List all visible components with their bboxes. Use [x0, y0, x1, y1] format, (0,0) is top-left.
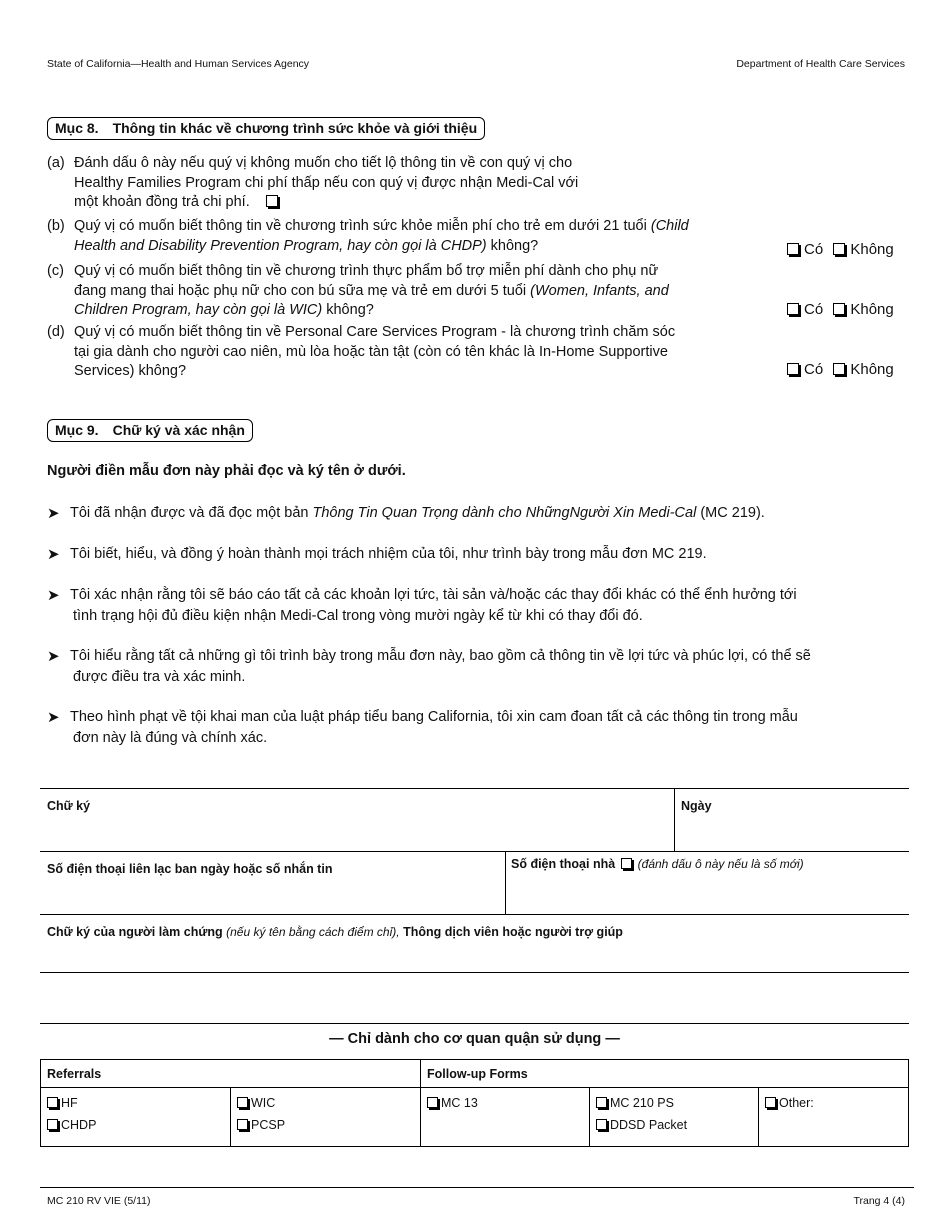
statement-5-line1: Theo hình phạt về tội khai man của luật pháp tiểu bang California, tôi xin cam đoan tất cả các thông tin trong mẫu	[70, 709, 798, 725]
referrals-header: Referrals	[47, 1067, 102, 1081]
question-d-line1: Quý vị có muốn biết thông tin về Personal Care Services Program - là chương trình chăm sóc	[74, 324, 676, 340]
section-9-title	[47, 419, 253, 442]
question-c-no[interactable]	[833, 301, 893, 318]
arrow-icon: ➤	[47, 505, 60, 522]
divider	[589, 1087, 590, 1147]
question-a-line2: Healthy Families Program chi phí thấp nếu con quý vị được nhận Medi-Cal với	[74, 174, 579, 191]
witness-label-rest: Thông dịch viên hoặc người trợ giúp	[403, 925, 623, 939]
yes-label: Có	[804, 301, 824, 318]
arrow-icon: ➤	[47, 587, 60, 604]
question-d	[47, 323, 737, 382]
date-field[interactable]	[675, 788, 909, 851]
home-phone-text: Số điện thoại nhà	[511, 857, 616, 871]
checkbox-icon[interactable]	[427, 1097, 438, 1108]
statement-3-line1: Tôi xác nhận rằng tôi sẽ báo cáo tất cả các khoản lợi tức, tài sản và/hoặc các thay đổi khác có thể ểnh hưởng tới	[70, 587, 797, 603]
divider	[758, 1087, 759, 1147]
arrow-icon: ➤	[47, 709, 60, 726]
signature-instruction: Người điền mẫu đơn này phải đọc và ký tên ở dưới.	[47, 463, 406, 479]
question-d-yes[interactable]	[787, 361, 823, 378]
question-c-yes[interactable]	[787, 301, 823, 318]
home-phone-field[interactable]	[506, 875, 909, 914]
statement-4-line2: được điều tra và xác minh.	[73, 669, 246, 685]
checkbox-icon[interactable]	[47, 1097, 58, 1108]
statement-1-end: (MC 219).	[696, 505, 765, 521]
agency-header: State of California—Health and Human Services Agency	[47, 58, 310, 70]
referral-hf[interactable]	[47, 1096, 78, 1110]
checkbox-icon[interactable]	[787, 243, 799, 255]
new-number-checkbox[interactable]	[621, 858, 632, 869]
statement-4	[47, 646, 917, 688]
checkbox-icon[interactable]	[787, 363, 799, 375]
question-c-program-name-cont: Children Program, hay còn gọi là WIC)	[74, 302, 323, 318]
question-b-text: Quý vị có muốn biết thông tin về chương trình sức khỏe miễn phí cho trẻ em dưới 21 tuổi	[74, 218, 651, 234]
day-phone-label: Số điện thoại liên lạc ban ngày hoặc số nhắn tin	[47, 862, 333, 876]
question-a-line3: một khoản đồng trả chi phí.	[74, 194, 250, 210]
question-a-checkbox[interactable]	[266, 195, 278, 207]
arrow-icon: ➤	[47, 546, 60, 563]
witness-label-note: (nếu ký tên bằng cách điểm chỉ),	[226, 925, 400, 939]
referral-chdp-label: CHDP	[61, 1118, 97, 1132]
form-number: MC 210 RV VIE (5/11)	[47, 1195, 151, 1207]
question-d-line3: Services) không?	[74, 363, 187, 379]
question-c-program-name: (Women, Infants, and	[530, 282, 669, 299]
divider	[40, 914, 909, 915]
statement-1-title: Thông Tin Quan Trọng dành cho NhữngNgười Xin Medi-Cal	[312, 505, 697, 521]
question-b-program-name-cont: Health and Disability Prevention Program, hay còn gọi là CHDP)	[74, 237, 487, 254]
department-header: Department of Health Care Services	[736, 58, 905, 70]
checkbox-icon[interactable]	[787, 303, 799, 315]
referral-chdp[interactable]	[47, 1118, 96, 1132]
question-d-answers	[787, 361, 894, 378]
checkbox-icon[interactable]	[765, 1097, 776, 1108]
yes-label: Có	[804, 241, 824, 258]
home-phone-note: (đánh dấu ô này nếu là số mới)	[637, 857, 804, 871]
question-c	[47, 262, 737, 321]
section-8-number: Mục 8.	[55, 120, 99, 136]
question-a	[47, 154, 737, 213]
divider	[40, 1087, 909, 1088]
section-8-heading: Thông tin khác về chương trình sức khỏe và giới thiệu	[112, 120, 478, 136]
no-label: Không	[850, 241, 894, 258]
home-phone-label	[511, 857, 804, 871]
followup-ddsd-label: DDSD Packet	[610, 1118, 688, 1132]
signature-field-label: Chữ ký	[47, 799, 91, 813]
followup-mc210ps-label: MC 210 PS	[610, 1096, 674, 1110]
referral-pcsp[interactable]	[237, 1118, 285, 1132]
referral-hf-label: HF	[61, 1096, 78, 1110]
yes-label: Có	[804, 361, 824, 378]
question-a-letter: (a)	[47, 155, 65, 171]
date-field-label: Ngày	[681, 799, 712, 813]
statement-5	[47, 707, 917, 749]
statement-3-line2: tình trạng hội đủ điều kiện nhận Medi-Cal trong vòng mười ngày kể từ khi có thay đổi đó.	[73, 608, 643, 624]
followup-other[interactable]	[765, 1096, 814, 1110]
divider	[230, 1087, 231, 1147]
agency-use-title: — Chỉ dành cho cơ quan quận sử dụng —	[329, 1031, 620, 1047]
followup-mc210ps[interactable]	[596, 1096, 674, 1110]
divider	[40, 972, 909, 973]
question-c-line1: Quý vị có muốn biết thông tin về chương trình thực phẩm bổ trợ miễn phí dành cho phụ nữ	[74, 263, 659, 279]
divider	[40, 1059, 41, 1147]
referral-wic[interactable]	[237, 1096, 275, 1110]
question-b-answers	[787, 241, 894, 258]
checkbox-icon[interactable]	[237, 1097, 248, 1108]
question-b-letter: (b)	[47, 218, 65, 234]
checkbox-icon[interactable]	[47, 1119, 58, 1130]
question-c-answers	[787, 301, 894, 318]
question-c-letter: (c)	[47, 263, 64, 279]
divider	[40, 1059, 909, 1060]
checkbox-icon[interactable]	[237, 1119, 248, 1130]
section-9-number: Mục 9.	[55, 422, 99, 438]
referral-pcsp-label: PCSP	[251, 1118, 286, 1132]
question-c-end: không?	[322, 302, 374, 318]
question-c-line2: đang mang thai hoặc phụ nữ cho con bú sữa mẹ và trẻ em dưới 5 tuổi	[74, 282, 531, 299]
divider	[420, 1059, 421, 1147]
no-label: Không	[850, 301, 894, 318]
section-8-title	[47, 117, 485, 140]
question-a-line1: Đánh dấu ô này nếu quý vị không muốn cho tiết lộ thông tin về con quý vị cho	[74, 155, 573, 171]
followup-header: Follow-up Forms	[427, 1067, 528, 1081]
day-phone-field[interactable]	[40, 851, 505, 914]
followup-ddsd[interactable]	[596, 1118, 687, 1132]
divider	[908, 1059, 909, 1147]
statement-1-text: Tôi đã nhận được và đã đọc một bản	[70, 505, 313, 521]
followup-mc13-label: MC 13	[441, 1096, 478, 1110]
question-b-yes[interactable]	[787, 241, 823, 258]
statement-5-line2: đơn này là đúng và chính xác.	[73, 730, 268, 746]
statement-2	[47, 544, 917, 565]
question-b	[47, 217, 737, 256]
checkbox-icon[interactable]	[596, 1097, 607, 1108]
statement-3	[47, 585, 917, 627]
checkbox-icon[interactable]	[833, 303, 845, 315]
arrow-icon: ➤	[47, 648, 60, 665]
section-9-heading: Chữ ký và xác nhận	[112, 422, 245, 438]
statement-1	[47, 503, 917, 524]
checkbox-icon[interactable]	[833, 243, 845, 255]
referral-wic-label: WIC	[251, 1096, 276, 1110]
statement-4-line1: Tôi hiểu rằng tất cả những gì tôi trình bày trong mẫu đơn này, bao gồm cả thông tin về lợi tức và phúc lợi, có thể sẽ	[70, 648, 811, 664]
question-d-no[interactable]	[833, 361, 893, 378]
followup-mc13[interactable]	[427, 1096, 478, 1110]
followup-other-label: Other:	[779, 1096, 814, 1110]
question-d-line2: tại gia dành cho người cao niên, mù lòa hoặc tàn tật (còn có tên khác là In-Home Supportive	[74, 343, 668, 360]
divider	[40, 1146, 909, 1147]
question-b-end: không?	[486, 237, 539, 254]
checkbox-icon[interactable]	[596, 1119, 607, 1130]
witness-field[interactable]	[40, 942, 909, 972]
question-b-program-name: (Child	[650, 218, 689, 234]
question-b-no[interactable]	[833, 241, 893, 258]
checkbox-icon[interactable]	[833, 363, 845, 375]
statement-2-text: Tôi biết, hiểu, và đồng ý hoàn thành mọi trách nhiệm của tôi, như trình bày trong mẫu đơn MC 219.	[70, 546, 707, 562]
witness-label-bold: Chữ ký của người làm chứng	[47, 925, 223, 939]
witness-label	[47, 925, 623, 939]
footer-divider	[40, 1187, 914, 1188]
question-d-letter: (d)	[47, 324, 65, 340]
signature-field[interactable]	[40, 788, 674, 851]
page-number: Trang 4 (4)	[853, 1195, 905, 1207]
no-label: Không	[850, 361, 894, 378]
divider	[40, 1023, 909, 1024]
